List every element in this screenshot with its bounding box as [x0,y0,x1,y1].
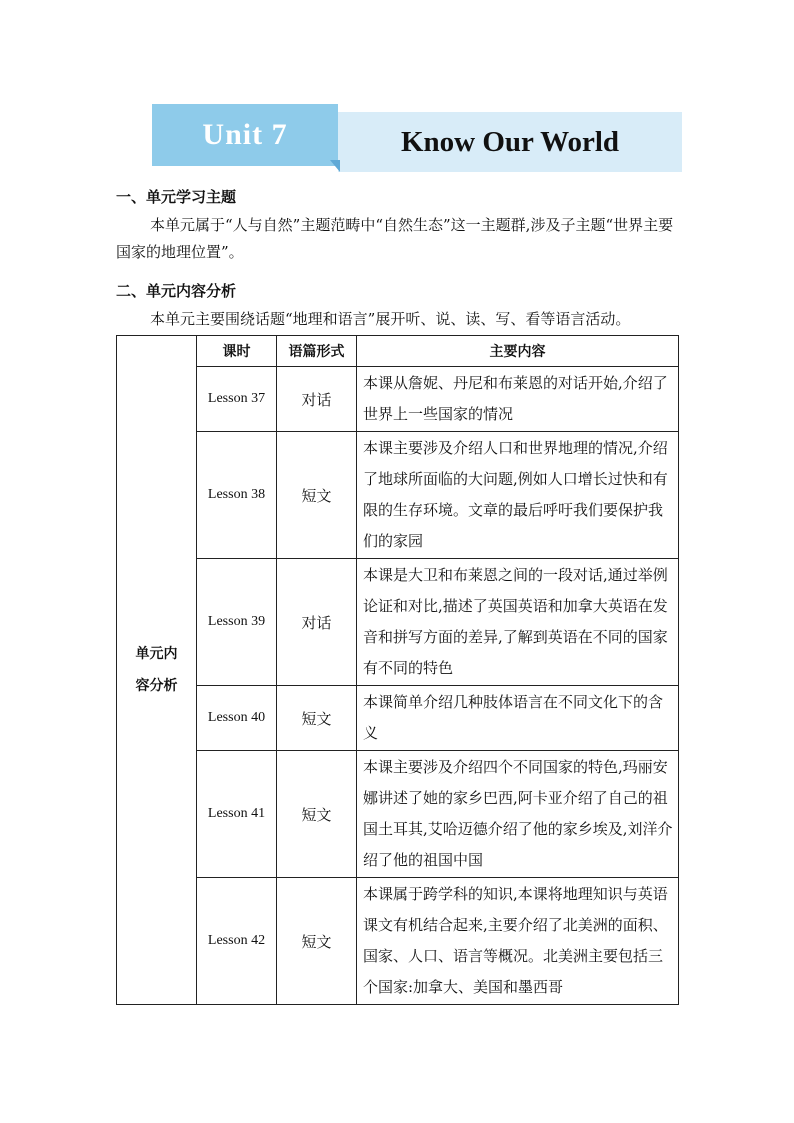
form-cell: 对话 [277,367,357,432]
unit-banner [152,104,682,170]
table-row [117,878,679,1005]
header-period: 课时 [197,336,277,367]
lesson-cell: Lesson 37 [197,367,277,432]
lesson-cell: Lesson 41 [197,751,277,878]
content-cell: 本课属于跨学科的知识,本课将地理知识与英语课文有机结合起来,主要介绍了北美洲的面积、国家、人口、语言等概况。北美洲主要包括三个国家:加拿大、美国和墨西哥 [357,878,679,1005]
lesson-cell: Lesson 38 [197,432,277,559]
content-cell: 本课从詹妮、丹尼和布莱恩的对话开始,介绍了世界上一些国家的情况 [357,367,679,432]
content-cell: 本课简单介绍几种肢体语言在不同文化下的含义 [357,686,679,751]
section2-heading: 二、单元内容分析 [116,282,237,300]
form-cell: 短文 [277,686,357,751]
table-row [117,686,679,751]
form-cell: 对话 [277,559,357,686]
section2-text: 本单元主要围绕话题“地理和语言”展开听、说、读、写、看等语言活动。 [150,310,631,328]
header-main-content: 主要内容 [357,336,679,367]
section1-text: 本单元属于“人与自然”主题范畴中“自然生态”这一主题群,涉及子主题“世界主要国家的地理位置”。 [116,216,674,261]
table-row [117,432,679,559]
form-cell: 短文 [277,432,357,559]
content-cell: 本课主要涉及介绍四个不同国家的特色,玛丽安娜讲述了她的家乡巴西,阿卡亚介绍了自己的祖国土耳其,艾哈迈德介绍了他的家乡埃及,刘洋介绍了他的祖国中国 [357,751,679,878]
lesson-cell: Lesson 42 [197,878,277,1005]
content-cell: 本课主要涉及介绍人口和世界地理的情况,介绍了地球所面临的大问题,例如人口增长过快和有限的生存环境。文章的最后呼吁我们要保护我们的家园 [357,432,679,559]
row-label-cell [117,336,197,1005]
unit-content-table [116,335,679,1005]
form-cell: 短文 [277,878,357,1005]
lesson-cell: Lesson 40 [197,686,277,751]
banner-corner-decoration [330,160,340,172]
table-row [117,559,679,686]
unit-number: Unit 7 [152,104,338,166]
table-row [117,367,679,432]
lesson-cell: Lesson 39 [197,559,277,686]
unit-title: Know Our World [338,112,682,172]
content-cell: 本课是大卫和布莱恩之间的一段对话,通过举例论证和对比,描述了英国英语和加拿大英语在发音和拼写方面的差异,了解到英语在不同的国家有不同的特色 [357,559,679,686]
table-row [117,751,679,878]
section1-heading: 一、单元学习主题 [116,188,237,206]
header-text-type: 语篇形式 [277,336,357,367]
form-cell: 短文 [277,751,357,878]
row-label: 单元内容分析 [135,646,178,694]
